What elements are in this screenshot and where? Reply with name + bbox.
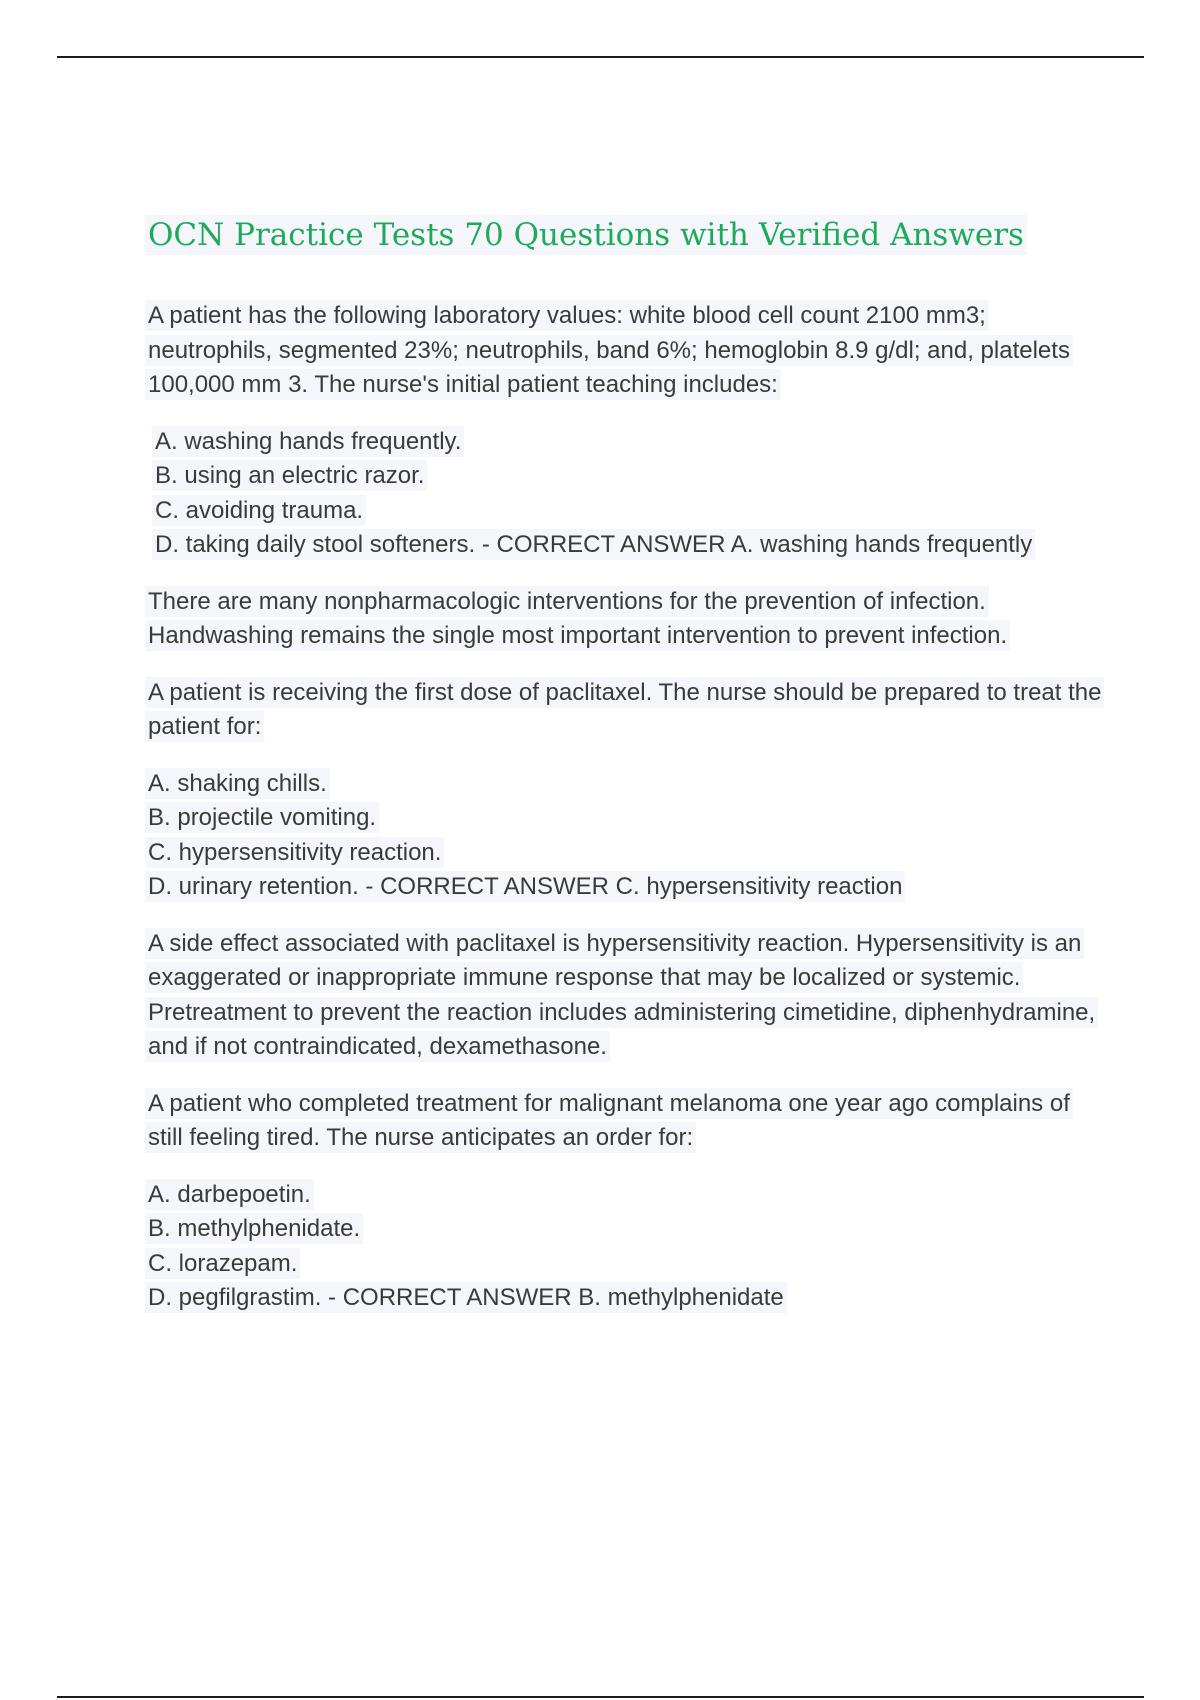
- question-3-option-a: A. darbepoetin.: [145, 1178, 1105, 1213]
- question-1-options: [145, 425, 1105, 563]
- top-rule: [57, 56, 1144, 58]
- question-1-option-c: C. avoiding trauma.: [145, 494, 1105, 529]
- question-3-text: A patient who completed treatment for malignant melanoma one year ago complains of still feeling tired. The nurse anticipates an order for:: [145, 1087, 1105, 1156]
- question-2-text: A patient is receiving the first dose of paclitaxel. The nurse should be prepared to treat the patient for:: [145, 676, 1105, 745]
- question-3-options: [145, 1178, 1105, 1316]
- question-1-text: A patient has the following laboratory values: white blood cell count 2100 mm3; neutrophils, segmented 23%; neutrophils, band 6%; hemoglobin 8.9 g/dl; and, platelets 100,000 mm 3. The nurse's initial patient teaching includes:: [145, 299, 1105, 403]
- question-3-option-d-answer: D. pegfilgrastim. - CORRECT ANSWER B. methylphenidate: [145, 1281, 1105, 1316]
- question-2-option-a: A. shaking chills.: [145, 767, 1105, 802]
- question-2-option-b: B. projectile vomiting.: [145, 801, 1105, 836]
- question-2-option-d-answer: D. urinary retention. - CORRECT ANSWER C. hypersensitivity reaction: [145, 870, 1105, 905]
- document-body: [145, 208, 1105, 1316]
- bottom-rule: [57, 1696, 1144, 1698]
- question-1-option-a: A. washing hands frequently.: [145, 425, 1105, 460]
- question-2-rationale: A side effect associated with paclitaxel is hypersensitivity reaction. Hypersensitivity is an exaggerated or inappropriate immune response that may be localized or systemic. Pretreatment to prevent the reaction includes administering cimetidine, diphenhydramine, and if not contraindicated, dexamethasone.: [145, 927, 1105, 1065]
- question-3-option-b: B. methylphenidate.: [145, 1212, 1105, 1247]
- question-2-option-c: C. hypersensitivity reaction.: [145, 836, 1105, 871]
- question-3-option-c: C. lorazepam.: [145, 1247, 1105, 1282]
- document-title: OCN Practice Tests 70 Questions with Verified Answers: [145, 208, 1105, 262]
- question-2-options: [145, 767, 1105, 905]
- question-1-option-d-answer: D. taking daily stool softeners. - CORRECT ANSWER A. washing hands frequently: [145, 528, 1105, 563]
- question-1-rationale: There are many nonpharmacologic interventions for the prevention of infection. Handwashing remains the single most important intervention to prevent infection.: [145, 585, 1105, 654]
- question-1-option-b: B. using an electric razor.: [145, 459, 1105, 494]
